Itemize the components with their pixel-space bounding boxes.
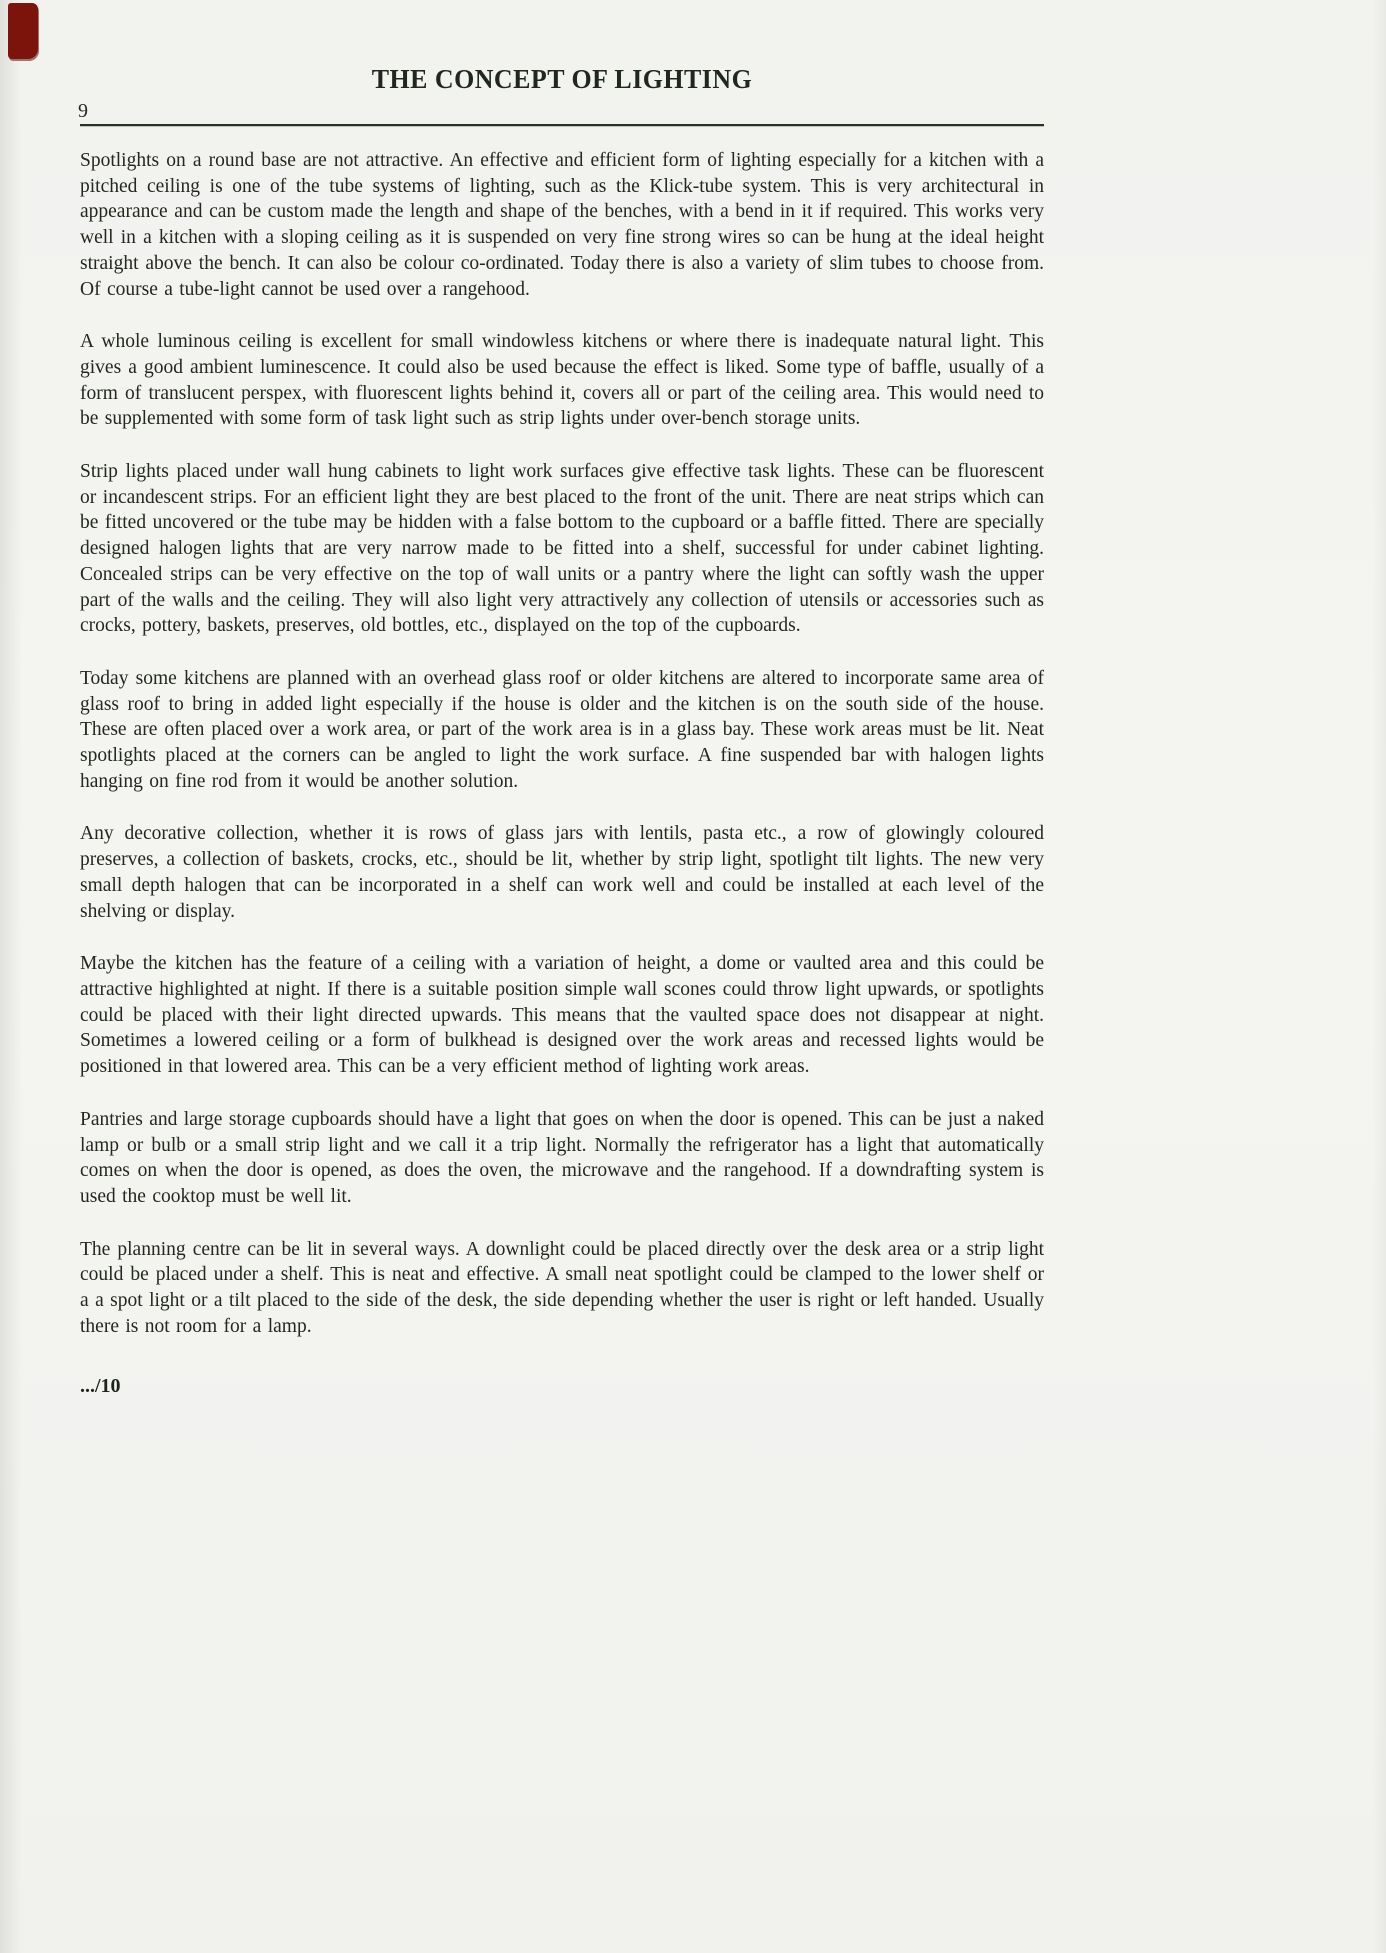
paragraph-ceiling-variation: Maybe the kitchen has the feature of a ceiling with a variation of height, a dome or vaulted area and this could be attractive highlighted at night. If there is a suitable position simple wall scones could throw light upwards, or spotlights could be placed with their light directed upwards. This means that the vaulted space does not disappear at night. Sometimes a lowered ceiling or a form of bulkhead is designed over the work areas and recessed lights would be positioned in that lowered area. This can be a very efficient method of lighting work areas.	[80, 953, 1044, 1078]
page-title: THE CONCEPT OF LIGHTING	[371, 64, 753, 94]
paragraph-glass-roof: Today some kitchens are planned with an overhead glass roof or older kitchens are altered to incorporate same area of glass roof to bring in added light especially if the house is older and the kitchen is on the south side of the house. These are often placed over a work area, or part of the work area is in a glass bay. These work areas must be lit. Neat spotlights placed at the corners can be angled to light the work surface. A fine suspended bar with halogen lights hanging on fine rod from it would be another solution.	[80, 667, 1044, 792]
paragraph-planning-centre: The planning centre can be lit in several ways. A downlight could be placed directly over the desk area or a strip light could be placed under a shelf. This is neat and effective. A small neat spotlight could be clamped to the lower shelf or a a spot light or a tilt placed to the side of the desk, the side depending whether the user is right or left handed. Usually there is not room for a lamp.	[80, 1238, 1044, 1337]
page-content	[80, 0, 1044, 1398]
document-body	[80, 148, 1044, 1339]
paragraph-pantries-trip-light: Pantries and large storage cupboards should have a light that goes on when the door is opened. This can be just a naked lamp or bulb or a small strip light and we call it a trip light. Normally the refrigerator has a light that automatically comes on when the door is opened, as does the oven, the microwave and the rangehood. If a downdrafting system is used the cooktop must be well lit.	[80, 1108, 1044, 1207]
page-number: 9	[78, 100, 88, 122]
paragraph-strip-lights: Strip lights placed under wall hung cabinets to light work surfaces give effective task lights. These can be fluorescent or incandescent strips. For an efficient light they are best placed to the front of the unit. There are neat strips which can be fitted uncovered or the tube may be hidden with a false bottom to the cupboard or a baffle fitted. There are specially designed halogen lights that are very narrow made to be fitted into a shelf, successful for under cabinet lighting. Concealed strips can be very effective on the top of wall units or a pantry where the light can softly wash the upper part of the walls and the ceiling. They will also light very attractively any collection of utensils or accessories such as crocks, pottery, baskets, preserves, old bottles, etc., displayed on the top of the cupboards.	[80, 461, 1044, 637]
paragraph-luminous-ceiling: A whole luminous ceiling is excellent for small windowless kitchens or where there is inadequate natural light. This gives a good ambient luminescence. It could also be used because the effect is liked. Some type of baffle, usually of a form of translucent perspex, with fluorescent lights behind it, covers all or part of the ceiling area. This would need to be supplemented with some form of task light such as strip lights under over-bench storage units.	[80, 331, 1044, 430]
scan-corner-mark	[8, 3, 38, 59]
header-rule	[80, 124, 1044, 126]
paragraph-decorative-collection: Any decorative collection, whether it is rows of glass jars with lentils, pasta etc., a row of glowingly coloured preserves, a collection of baskets, crocks, etc., should be lit, whether by strip light, spotlight tilt lights. The new very small depth halogen that can be incorporated in a shelf can work well and could be installed at each level of the shelving or display.	[80, 823, 1044, 922]
continuation-mark: .../10	[80, 1375, 121, 1398]
paragraph-spotlights-tube-system: Spotlights on a round base are not attractive. An effective and efficient form of lighting especially for a kitchen with a pitched ceiling is one of the tube systems of lighting, such as the Klick-tube system. This is very architectural in appearance and can be custom made the length and shape of the benches, with a bend in it if required. This works very well in a kitchen with a sloping ceiling as it is suspended on very fine strong wires so can be hung at the ideal height straight above the bench. It can also be colour co-ordinated. Today there is also a variety of slim tubes to choose from. Of course a tube-light cannot be used over a rangehood.	[80, 150, 1044, 300]
